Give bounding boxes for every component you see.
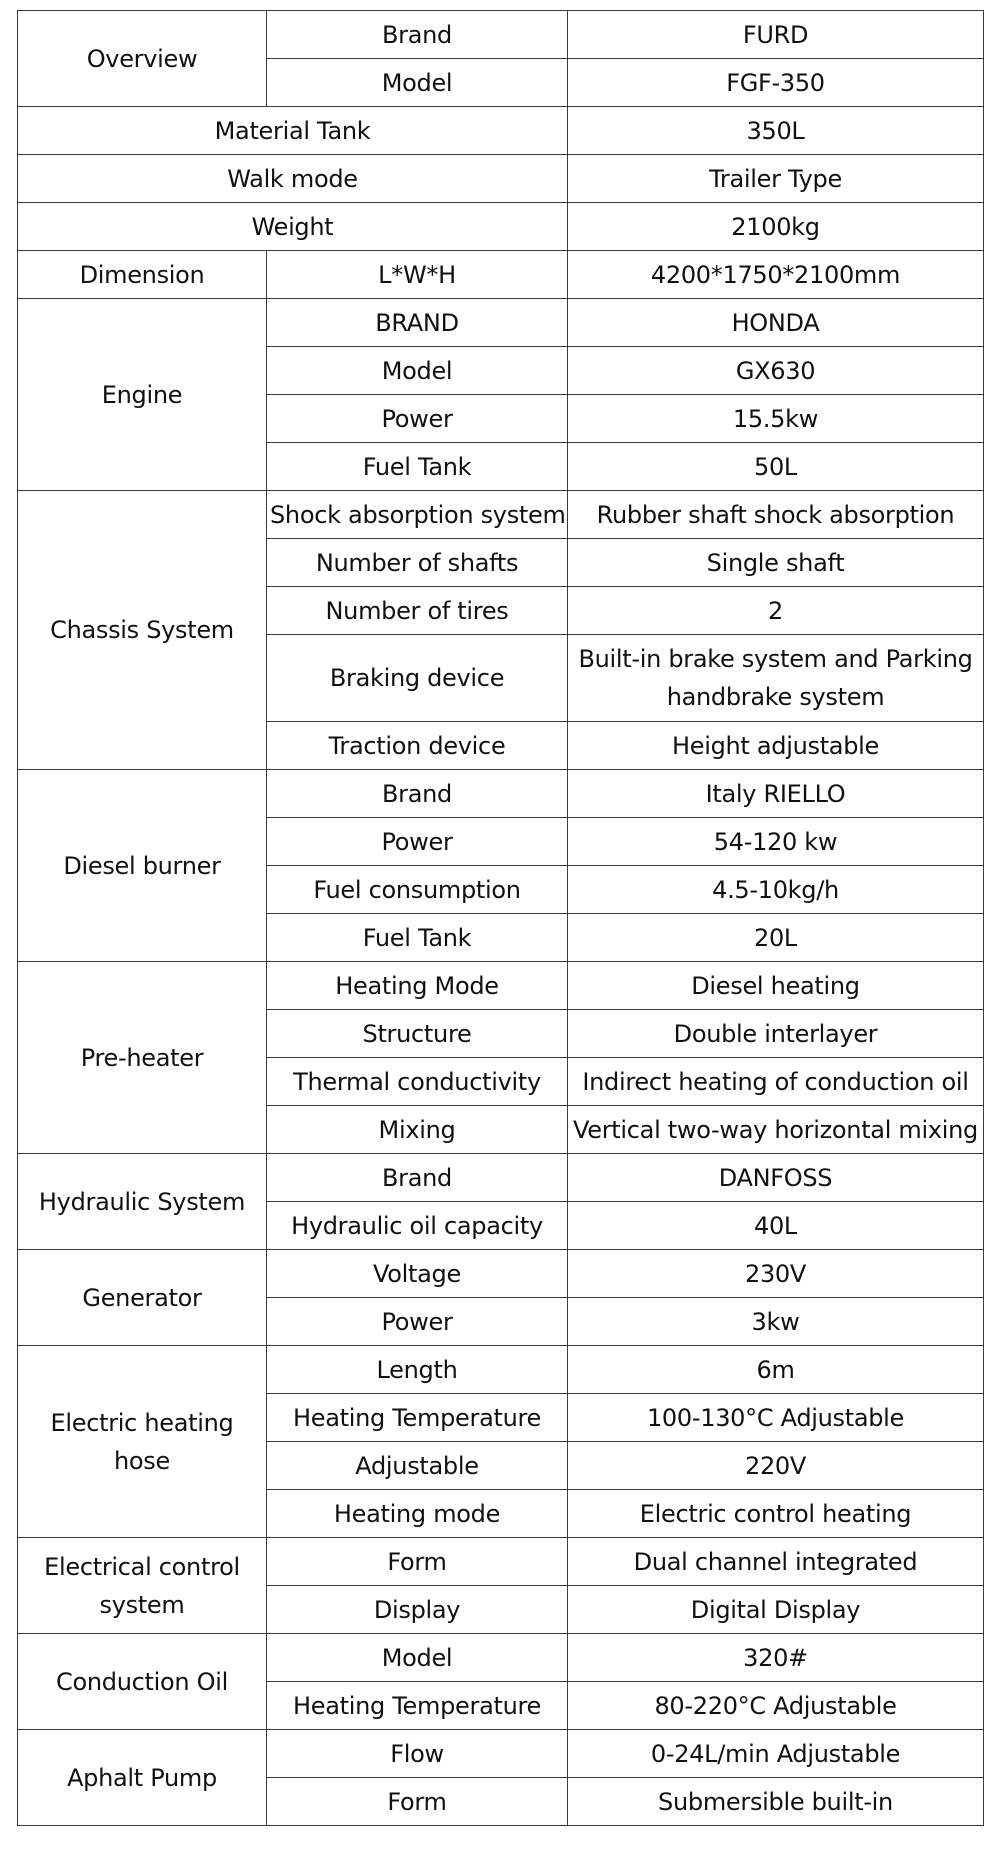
spec-table: [17, 10, 984, 1826]
parameter-cell: Model: [267, 1634, 568, 1682]
value-cell: Single shaft: [568, 539, 984, 587]
spec-label: Weight: [18, 203, 568, 251]
parameter-cell: Power: [267, 1298, 568, 1346]
parameter-cell: Traction device: [267, 722, 568, 770]
value-cell: 2: [568, 587, 984, 635]
value-cell: GX630: [568, 347, 984, 395]
parameter-cell: Number of shafts: [267, 539, 568, 587]
table-row: [18, 11, 984, 59]
spec-label: Material Tank: [18, 107, 568, 155]
parameter-cell: Fuel Tank: [267, 914, 568, 962]
value-cell: 20L: [568, 914, 984, 962]
value-cell: 80-220°C Adjustable: [568, 1682, 984, 1730]
table-row: [18, 299, 984, 347]
value-cell: 4.5-10kg/h: [568, 866, 984, 914]
parameter-cell: Form: [267, 1538, 568, 1586]
category-cell: Conduction Oil: [18, 1634, 267, 1730]
category-cell: Diesel burner: [18, 770, 267, 962]
parameter-cell: Power: [267, 395, 568, 443]
value-cell: Height adjustable: [568, 722, 984, 770]
value-cell: Digital Display: [568, 1586, 984, 1634]
category-cell: Electrical control system: [18, 1538, 267, 1634]
parameter-cell: Model: [267, 347, 568, 395]
value-cell: 15.5kw: [568, 395, 984, 443]
category-cell: Overview: [18, 11, 267, 107]
table-row: [18, 1538, 984, 1586]
value-cell: 220V: [568, 1442, 984, 1490]
category-cell: Generator: [18, 1250, 267, 1346]
value-cell: 40L: [568, 1202, 984, 1250]
value-cell: 4200*1750*2100mm: [568, 251, 984, 299]
category-cell: Engine: [18, 299, 267, 491]
value-cell: FURD: [568, 11, 984, 59]
parameter-cell: Brand: [267, 11, 568, 59]
value-cell: 0-24L/min Adjustable: [568, 1730, 984, 1778]
value-cell: 350L: [568, 107, 984, 155]
parameter-cell: Structure: [267, 1010, 568, 1058]
parameter-cell: Thermal conductivity: [267, 1058, 568, 1106]
parameter-cell: Number of tires: [267, 587, 568, 635]
parameter-cell: Adjustable: [267, 1442, 568, 1490]
table-row: [18, 1250, 984, 1298]
value-cell: DANFOSS: [568, 1154, 984, 1202]
category-cell: Hydraulic System: [18, 1154, 267, 1250]
spec-label: Walk mode: [18, 155, 568, 203]
parameter-cell: Fuel consumption: [267, 866, 568, 914]
value-cell: Electric control heating: [568, 1490, 984, 1538]
parameter-cell: Braking device: [267, 635, 568, 722]
value-cell: HONDA: [568, 299, 984, 347]
value-cell: Dual channel integrated: [568, 1538, 984, 1586]
table-row: [18, 155, 984, 203]
value-cell: Double interlayer: [568, 1010, 984, 1058]
value-cell: 100-130°C Adjustable: [568, 1394, 984, 1442]
value-cell: 6m: [568, 1346, 984, 1394]
parameter-cell: Heating Temperature: [267, 1394, 568, 1442]
parameter-cell: BRAND: [267, 299, 568, 347]
parameter-cell: Display: [267, 1586, 568, 1634]
table-row: [18, 251, 984, 299]
value-cell: 3kw: [568, 1298, 984, 1346]
category-cell: Electric heating hose: [18, 1346, 267, 1538]
table-row: [18, 1634, 984, 1682]
category-cell: Pre-heater: [18, 962, 267, 1154]
category-cell: Aphalt Pump: [18, 1730, 267, 1826]
value-cell: 320#: [568, 1634, 984, 1682]
spec-table-body: [18, 11, 984, 1826]
value-cell: Trailer Type: [568, 155, 984, 203]
parameter-cell: Heating Mode: [267, 962, 568, 1010]
parameter-cell: Voltage: [267, 1250, 568, 1298]
table-row: [18, 491, 984, 539]
value-cell: 50L: [568, 443, 984, 491]
value-cell: Italy RIELLO: [568, 770, 984, 818]
value-cell: Indirect heating of conduction oil: [568, 1058, 984, 1106]
value-cell: Rubber shaft shock absorption: [568, 491, 984, 539]
parameter-cell: Heating mode: [267, 1490, 568, 1538]
parameter-cell: Brand: [267, 770, 568, 818]
table-row: [18, 1730, 984, 1778]
table-row: [18, 1154, 984, 1202]
parameter-cell: Heating Temperature: [267, 1682, 568, 1730]
value-cell: 2100kg: [568, 203, 984, 251]
parameter-cell: Length: [267, 1346, 568, 1394]
parameter-cell: L*W*H: [267, 251, 568, 299]
value-cell: Submersible built-in: [568, 1778, 984, 1826]
parameter-cell: Power: [267, 818, 568, 866]
value-cell: FGF-350: [568, 59, 984, 107]
value-cell: Vertical two-way horizontal mixing: [568, 1106, 984, 1154]
parameter-cell: Flow: [267, 1730, 568, 1778]
table-row: [18, 203, 984, 251]
category-cell: Chassis System: [18, 491, 267, 770]
table-row: [18, 962, 984, 1010]
parameter-cell: Model: [267, 59, 568, 107]
table-row: [18, 770, 984, 818]
value-cell: Built-in brake system and Parking handbrake system: [568, 635, 984, 722]
value-cell: 230V: [568, 1250, 984, 1298]
parameter-cell: Shock absorption system: [267, 491, 568, 539]
parameter-cell: Hydraulic oil capacity: [267, 1202, 568, 1250]
value-cell: Diesel heating: [568, 962, 984, 1010]
value-cell: 54-120 kw: [568, 818, 984, 866]
category-cell: Dimension: [18, 251, 267, 299]
table-row: [18, 107, 984, 155]
table-row: [18, 1346, 984, 1394]
parameter-cell: Form: [267, 1778, 568, 1826]
parameter-cell: Fuel Tank: [267, 443, 568, 491]
parameter-cell: Mixing: [267, 1106, 568, 1154]
parameter-cell: Brand: [267, 1154, 568, 1202]
